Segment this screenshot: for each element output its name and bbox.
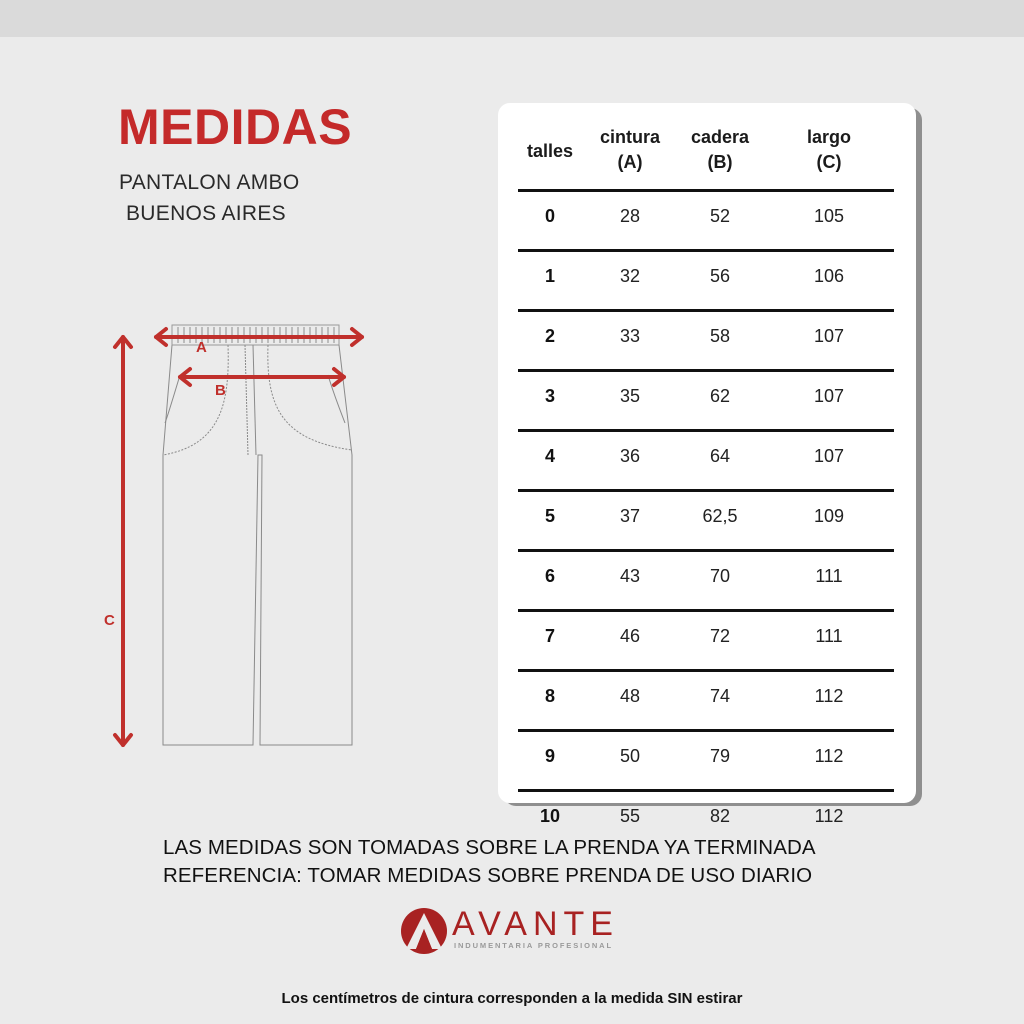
brand-logo <box>400 904 630 956</box>
cell-cadera: 52 <box>709 206 731 226</box>
size-table-card <box>498 103 916 826</box>
table-row <box>518 369 894 429</box>
cell-cintura: 50 <box>619 746 641 766</box>
reference-note: REFERENCIA: TOMAR MEDIDAS SOBRE PRENDA DE USO DIARIO <box>163 864 813 887</box>
page-title: MEDIDAS <box>118 99 353 155</box>
cell-largo: 107 <box>813 386 845 406</box>
cell-talle: 6 <box>544 566 555 586</box>
table-body <box>518 189 894 849</box>
table-row <box>518 309 894 369</box>
cell-cadera: 74 <box>709 686 731 706</box>
header-talles: talles <box>526 141 574 161</box>
arrow-b <box>180 369 344 385</box>
cell-largo: 112 <box>814 746 844 766</box>
cell-cintura: 28 <box>619 206 641 226</box>
pants-outline <box>163 325 352 745</box>
cell-talle: 9 <box>544 746 555 766</box>
table-row <box>518 609 894 669</box>
cell-cadera: 79 <box>709 746 731 766</box>
cell-talle: 4 <box>544 446 555 466</box>
cell-talle: 10 <box>539 806 561 826</box>
header-cintura-label: cintura <box>599 127 660 147</box>
cell-largo: 111 <box>815 626 843 646</box>
label-c: C <box>104 612 115 629</box>
header-largo <box>784 125 874 175</box>
cell-cintura: 48 <box>619 686 641 706</box>
cell-cintura: 35 <box>619 386 641 406</box>
header-cadera <box>675 125 765 175</box>
table-row <box>518 429 894 489</box>
table-row <box>518 489 894 549</box>
table-row <box>518 729 894 789</box>
cell-talle: 2 <box>544 326 555 346</box>
footer-note: Los centímetros de cintura corresponden a la medida SIN estirar <box>281 990 743 1007</box>
header-cintura <box>585 125 675 175</box>
arrow-c <box>115 337 131 745</box>
cell-largo: 109 <box>813 506 845 526</box>
brand-name: AVANTE <box>452 905 619 943</box>
cell-cadera: 62 <box>709 386 731 406</box>
label-b: B <box>215 382 226 399</box>
header-cadera-sub: (B) <box>707 152 733 172</box>
cell-largo: 111 <box>815 566 843 586</box>
table-row <box>518 669 894 729</box>
table-header <box>518 123 894 191</box>
cell-largo: 107 <box>813 326 845 346</box>
cell-talle: 1 <box>544 266 555 286</box>
cell-cintura: 32 <box>619 266 641 286</box>
cell-talle: 3 <box>544 386 555 406</box>
cell-cadera: 62,5 <box>702 506 738 526</box>
cell-largo: 105 <box>813 206 845 226</box>
cell-talle: 7 <box>544 626 555 646</box>
table-row <box>518 549 894 609</box>
logo-mark-icon <box>400 907 448 955</box>
cell-cintura: 33 <box>619 326 641 346</box>
cell-talle: 0 <box>544 206 555 226</box>
cell-cadera: 82 <box>709 806 731 826</box>
header-largo-label: largo <box>806 127 851 147</box>
cell-cintura: 46 <box>619 626 641 646</box>
header-cadera-label: cadera <box>690 127 750 147</box>
table-row <box>518 189 894 249</box>
cell-talle: 8 <box>544 686 555 706</box>
measurement-note: LAS MEDIDAS SON TOMADAS SOBRE LA PRENDA YA TERMINADA <box>163 836 816 859</box>
cell-cadera: 64 <box>709 446 731 466</box>
cell-largo: 107 <box>813 446 845 466</box>
cell-cintura: 37 <box>619 506 641 526</box>
table-row <box>518 249 894 309</box>
pants-diagram <box>90 315 390 765</box>
header-largo-sub: (C) <box>816 152 842 172</box>
cell-cadera: 70 <box>709 566 731 586</box>
cell-talle: 5 <box>544 506 555 526</box>
product-name: PANTALON AMBO <box>119 171 300 194</box>
cell-cadera: 72 <box>709 626 731 646</box>
cell-largo: 112 <box>814 806 844 826</box>
cell-cintura: 55 <box>619 806 641 826</box>
cell-cadera: 58 <box>709 326 731 346</box>
cell-largo: 112 <box>814 686 844 706</box>
brand-tagline: INDUMENTARIA PROFESIONAL <box>454 941 613 950</box>
cell-largo: 106 <box>813 266 845 286</box>
product-model: BUENOS AIRES <box>126 202 286 225</box>
header-cintura-sub: (A) <box>617 152 643 172</box>
cell-cadera: 56 <box>709 266 731 286</box>
cell-cintura: 36 <box>619 446 641 466</box>
cell-cintura: 43 <box>619 566 641 586</box>
top-bar <box>0 0 1024 37</box>
label-a: A <box>196 339 207 356</box>
arrow-a <box>156 329 362 345</box>
